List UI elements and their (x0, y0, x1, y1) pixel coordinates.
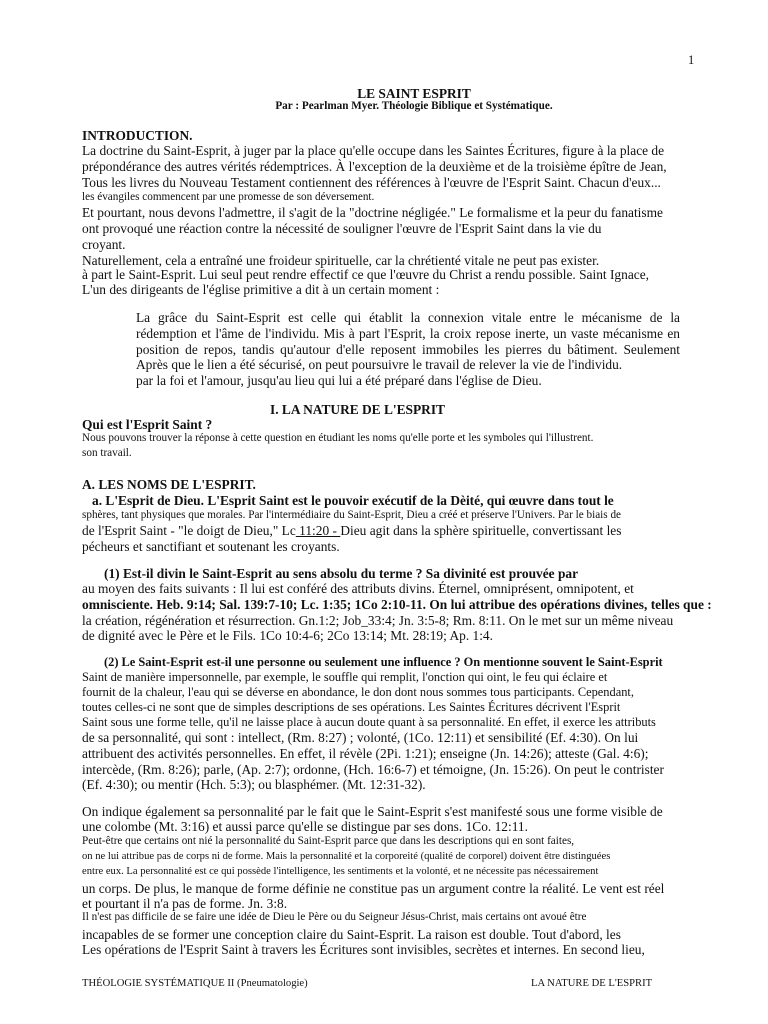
text-line: prépondérance des autres vérités rédemptrices. À l'exception de la deuxième et de la troisième épître de Jean, (82, 159, 667, 174)
text-line: la création, régénération et résurrection. Gn.1:2; Job_33:4; Jn. 3:5-8; Rm. 8:11. On le met sur un même niveau (82, 613, 674, 628)
text-line: fournit de la chaleur, l'eau qui se déverse en abondance, le don dont nous sommes tous participants. Cependant, (82, 685, 634, 699)
text-line: Saint sous une forme telle, qu'il ne laisse place à aucun doute quant à sa personnalité. En effet, il exerce les attributs (82, 715, 656, 729)
quote-line: rédemption et l'âme de l'individu. Mis à part l'Esprit, la croix repose inerte, un vaste mécanisme en (136, 326, 680, 341)
text-segment: Dieu agit dans la sphère spirituelle, convertissant les (340, 523, 622, 538)
text-line: attribuent des activités personnelles. En effet, il révèle (2Pi. 1:21); enseigne (Jn. 14:26); atteste (Gal. 4:6); (82, 746, 649, 761)
text-line: les évangiles commencent par une promesse de son déversement. (82, 191, 375, 203)
text-line: Tous les livres du Nouveau Testament contiennent des références à l'œuvre de l'Esprit Saint. Chacun d'eux... (82, 175, 661, 190)
text-line-with-reference (82, 524, 621, 537)
scripture-reference: 11:20 - (295, 523, 341, 538)
question-2-heading: (2) Le Saint-Esprit est-il une personne ou seulement une influence ? On mentionne souvent le Saint-Esprit (104, 655, 663, 669)
quote-line: par la foi et l'amour, jusqu'au lieu qui lui a été préparé dans l'église de Dieu. (136, 373, 542, 388)
text-line-bold: omnisciente. Heb. 9:14; Sal. 139:7-10; Lc. 1:35; 1Co 2:10-11. On lui attribue des opérations divines, telles que : (82, 597, 712, 612)
text-line: une colombe (Mt. 3:16) et aussi parce qu'elle se distingue par ses dons. 1Co. 12:11. (82, 819, 528, 834)
text-line: ont provoqué une réaction contre la nécessité de souligner l'œuvre de l'Esprit Saint dans la vie du (82, 221, 602, 236)
text-line: au moyen des faits suivants : Il lui est conféré des attributs divins. Éternel, omniprésent, omnipotent, et (82, 581, 634, 596)
quote-line: La grâce du Saint-Esprit est celle qui établit la connexion vitale entre le mécanisme de la (136, 310, 680, 325)
page-number: 1 (688, 53, 695, 67)
section-a-heading: A. LES NOMS DE L'ESPRIT. (82, 477, 256, 492)
text-line: On indique également sa personnalité par le fait que le Saint-Esprit s'est manifesté sous une forme visible de (82, 804, 663, 819)
section-heading: I. LA NATURE DE L'ESPRIT (270, 402, 445, 417)
text-line: de sa personnalité, qui sont : intellect, (Rm. 8:27) ; volonté, (1Co. 12:11) et sensibilité (Ef. 4:30). On lui (82, 730, 639, 745)
text-segment: de l'Esprit Saint - "le doigt de Dieu," Lc (82, 523, 296, 538)
footer-right: LA NATURE DE L'ESPRIT (531, 978, 653, 989)
text-line: de dignité avec le Père et le Fils. 1Co 10:4-6; 2Co 13:14; Mt. 28:19; Ap. 1:4. (82, 628, 493, 643)
text-line: on ne lui attribue pas de corps ni de forme. Mais la personnalité et la corporeité (qualité de corporel) doivent être distinguées (82, 851, 611, 862)
text-line: son travail. (82, 447, 132, 459)
text-line: un corps. De plus, le manque de forme définie ne constitue pas un argument contre la réalité. Le vent est réel (82, 881, 665, 896)
text-line: pécheurs et sanctifiant et soutenant les croyants. (82, 539, 340, 554)
document-byline: Par : Pearlman Myer. Théologie Biblique et Systématique. (275, 100, 553, 112)
text-line: Peut-être que certains ont nié la personnalité du Saint-Esprit parce que dans les descriptions qui en sont faites, (82, 835, 575, 847)
text-line: Naturellement, cela a entraîné une froideur spirituelle, car la chrétienté vitale ne peut pas exister. (82, 253, 600, 268)
quote-line: position de repos, tandis qu'autour d'elle reposent immobiles les pierres du bâtiment. Seulement (136, 342, 680, 357)
text-line: Nous pouvons trouver la réponse à cette question en étudiant les noms qu'elle porte et les symboles qui l'illustrent. (82, 432, 594, 444)
text-line: Saint de manière impersonnelle, par exemple, le souffle qui remplit, l'onction qui oint, le feu qui éclaire et (82, 670, 608, 684)
text-line: La doctrine du Saint-Esprit, à juger par la place qu'elle occupe dans les Saintes Écritures, figure à la place de (82, 143, 665, 158)
document-title: LE SAINT ESPRIT (357, 86, 471, 101)
text-line: entre eux. La personnalité est ce qui possède l'intelligence, les sentiments et la volonté, et ne nécessite pas nécessairement (82, 866, 599, 877)
text-line: croyant. (82, 237, 126, 252)
text-line: L'un des dirigeants de l'église primitive a dit à un certain moment : (82, 282, 440, 297)
text-line: toutes celles-ci ne sont que de simples descriptions de ses opérations. Les Saintes Écritures décrivent l'Esprit (82, 700, 621, 714)
text-line: sphères, tant physiques que morales. Par l'intermédiaire du Saint-Esprit, Dieu a créé et préserve l'Univers. Par le biais de (82, 509, 621, 521)
subsection-question: Qui est l'Esprit Saint ? (82, 417, 213, 432)
text-line: à part le Saint-Esprit. Lui seul peut rendre effectif ce que l'œuvre du Christ a rendu possible. Saint Ignace, (82, 267, 649, 282)
introduction-heading: INTRODUCTION. (82, 128, 193, 143)
text-line: Et pourtant, nous devons l'admettre, il s'agit de la "doctrine négligée." Le formalisme et la peur du fanatisme (82, 205, 663, 220)
text-line: et pourtant il n'a pas de forme. Jn. 3:8. (82, 896, 288, 911)
text-line: intercède, (Rm. 8:26); parle, (Ap. 2:7); ordonne, (Hch. 16:6-7) et témoigne, (Jn. 15:26). On peut le contrister (82, 762, 664, 777)
text-line: (Ef. 4:30); ou mentir (Hch. 5:3); ou blasphémer. (Mt. 12:31-32). (82, 777, 426, 792)
quote-line: Après que le lien a été sécurisé, on peut poursuivre le travail de relever la vie de l'individu. (136, 357, 623, 372)
question-1-heading: (1) Est-il divin le Saint-Esprit au sens absolu du terme ? Sa divinité est prouvée par (104, 566, 579, 581)
footer-left: THÉOLOGIE SYSTÉMATIQUE II (Pneumatologie) (82, 978, 308, 989)
text-line: Il n'est pas difficile de se faire une idée de Dieu le Père ou du Seigneur Jésus-Christ, mais certains ont avoué être (82, 911, 587, 923)
text-line: incapables de se former une conception claire du Saint-Esprit. La raison est double. Tout d'abord, les (82, 927, 621, 942)
text-line: Les opérations de l'Esprit Saint à travers les Écritures sont invisibles, secrètes et internes. En second lieu, (82, 942, 645, 957)
subsection-a-heading: a. L'Esprit de Dieu. L'Esprit Saint est le pouvoir exécutif de la Dèité, qui œuvre dans tout le (92, 493, 614, 508)
